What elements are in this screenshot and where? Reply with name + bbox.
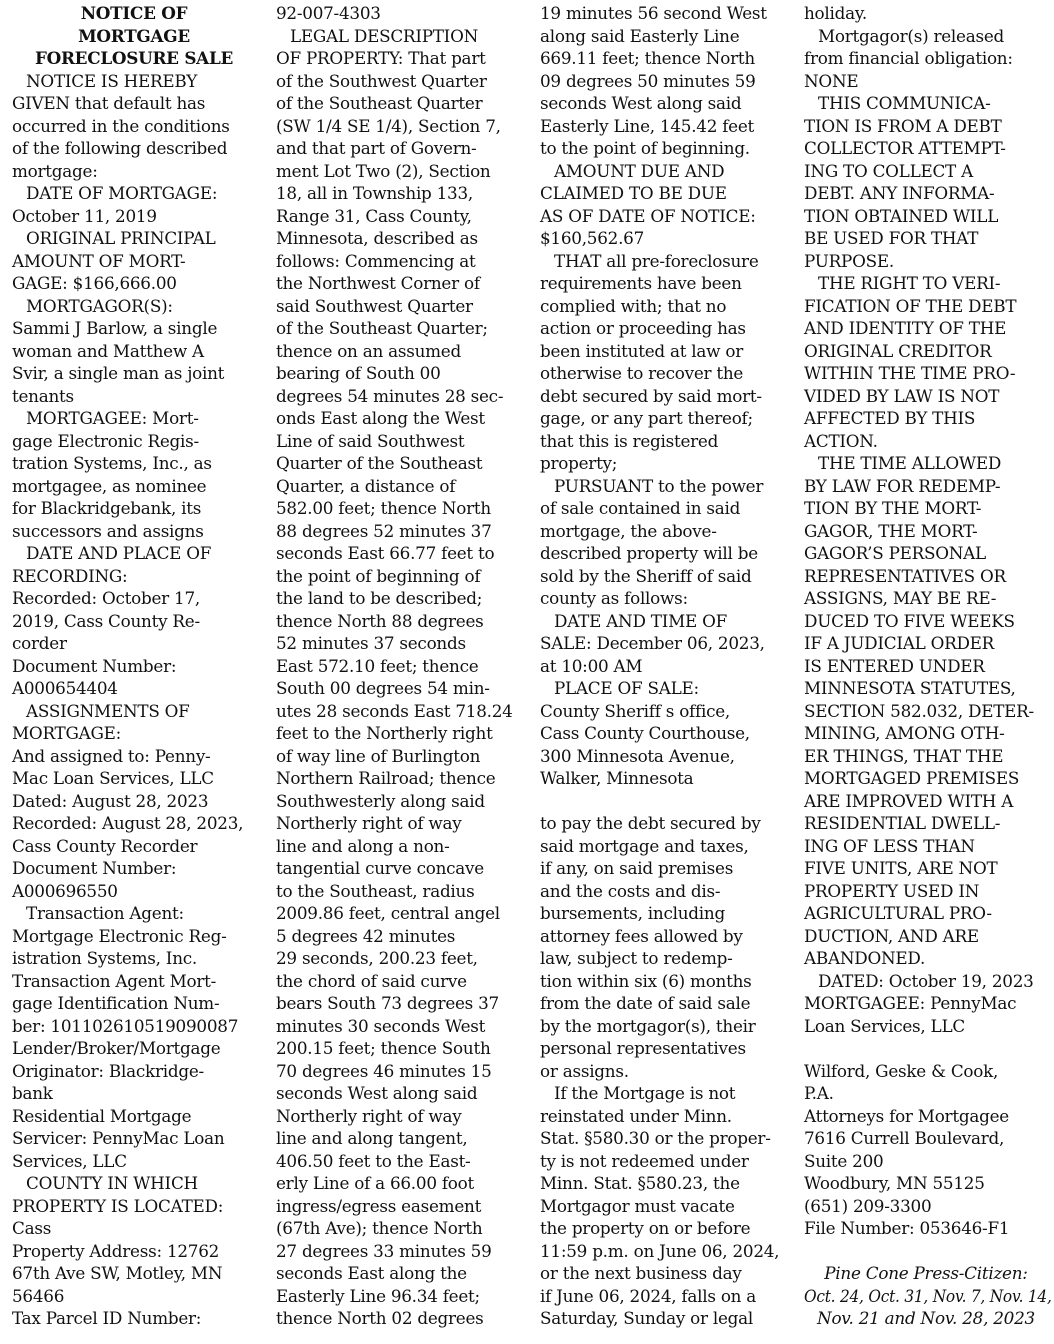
text-line: Range 31, Cass County, — [276, 205, 472, 226]
text-line: $160,562.67 — [540, 228, 645, 248]
text-line: Originator: Blackridge- — [12, 1060, 204, 1081]
text-line: Suite 200 — [804, 1150, 884, 1171]
text-line: the Northwest Corner of — [276, 273, 480, 293]
text-line: GAGOR’S PERSONAL — [804, 543, 986, 563]
text-line: PLACE OF SALE: — [554, 678, 699, 698]
text-line: October 11, 2019 — [12, 205, 157, 226]
text-line: line and along a non- — [276, 835, 450, 856]
text-line: THIS COMMUNICA- — [818, 93, 991, 113]
text-line: along said Easterly Line — [540, 25, 740, 46]
text-line: Services, LLC — [12, 1150, 127, 1171]
text-line: South 00 degrees 54 min- — [276, 678, 490, 698]
text-line: said mortgage and taxes, — [540, 835, 749, 856]
text-line: Mortgagor must vacate — [540, 1195, 735, 1216]
text-line: THE RIGHT TO VERI- — [818, 273, 1001, 293]
text-line: thence North 88 degrees — [276, 610, 484, 631]
text-line: ER THINGS, THAT THE — [804, 745, 1004, 766]
text-line: sold by the Sheriff of said — [540, 565, 752, 586]
publication-line: Pine Cone Press-Citizen: — [824, 1263, 1028, 1283]
text-line: 7616 Currell Boulevard, — [804, 1128, 1005, 1148]
text-line: COLLECTOR ATTEMPT- — [804, 138, 1006, 158]
text-line: been instituted at law or — [540, 340, 743, 361]
text-line: AS OF DATE OF NOTICE: — [540, 205, 756, 226]
text-line: COUNTY IN WHICH — [26, 1173, 198, 1193]
text-line: Property Address: 12762 — [12, 1240, 220, 1261]
text-line: 88 degrees 52 minutes 37 — [276, 520, 492, 541]
text-line: Northern Railroad; thence — [276, 768, 496, 788]
text-line: minutes 30 seconds West — [276, 1015, 486, 1036]
text-line: Northerly right of way — [276, 1105, 462, 1126]
text-line: Quarter, a distance of — [276, 475, 456, 496]
text-line: File Number: 053646-F1 — [804, 1218, 1010, 1238]
text-line: degrees 54 minutes 28 sec- — [276, 385, 504, 406]
text-line: personal representatives — [540, 1038, 746, 1058]
text-line: Minnesota, described as — [276, 228, 478, 248]
text-line: 92-007-4303 — [276, 3, 381, 23]
text-line: A000696550 — [12, 880, 118, 901]
text-line: VIDED BY LAW IS NOT — [804, 385, 1000, 406]
text-line: Transaction Agent: — [26, 903, 184, 923]
column-1 — [12, 2, 256, 1330]
text-line: 200.15 feet; thence South — [276, 1038, 491, 1058]
text-line: BY LAW FOR REDEMP- — [804, 475, 1001, 496]
text-line: described property will be — [540, 543, 758, 563]
text-line: (67th Ave); thence North — [276, 1218, 483, 1238]
text-line: TION BY THE MORT- — [804, 498, 982, 518]
text-line: Recorded: October 17, — [12, 588, 200, 608]
text-line: tangential curve concave — [276, 858, 484, 878]
text-line: Northerly right of way — [276, 813, 462, 833]
text-line: BE USED FOR THAT — [804, 228, 979, 248]
text-line: Minn. Stat. §580.23, the — [540, 1173, 740, 1193]
text-line: MORTGAGEE: PennyMac — [804, 993, 1017, 1013]
text-line: bursements, including — [540, 903, 725, 923]
text-line: seconds East 66.77 feet to — [276, 543, 495, 563]
text-line: line and along tangent, — [276, 1128, 468, 1148]
column-2 — [276, 2, 520, 1330]
text-line: Woodbury, MN 55125 — [804, 1173, 985, 1193]
text-line: Easterly Line, 145.42 feet — [540, 115, 755, 136]
text-line: Cass — [12, 1218, 52, 1238]
text-line: tion within six (6) months — [540, 970, 752, 991]
text-line: TION IS FROM A DEBT — [804, 115, 1002, 136]
text-line: to the Southeast, radius — [276, 880, 475, 901]
text-line: holiday. — [804, 3, 867, 23]
text-line: Mortgage Electronic Reg- — [12, 925, 227, 946]
text-line: mortgagee, as nominee — [12, 475, 207, 496]
text-line: And assigned to: Penny- — [12, 745, 211, 766]
text-line: Saturday, Sunday or legal — [540, 1308, 754, 1328]
text-line: 300 Minnesota Avenue, — [540, 745, 735, 766]
text-line: Attorneys for Mortgagee — [804, 1105, 1009, 1126]
text-line: successors and assigns — [12, 520, 204, 541]
column-3 — [540, 2, 784, 1330]
text-line: 2009.86 feet, central angel — [276, 903, 500, 923]
text-line: seconds East along the — [276, 1263, 467, 1283]
text-line: ingress/egress easement — [276, 1195, 482, 1216]
text-line: DATE AND PLACE OF — [26, 543, 212, 563]
text-line: Sammi J Barlow, a single — [12, 318, 218, 338]
text-line: ty is not redeemed under — [540, 1150, 749, 1171]
text-line: RECORDING: — [12, 565, 128, 586]
text-line: 582.00 feet; thence North — [276, 498, 491, 518]
notice-heading-line: MORTGAGE — [78, 25, 190, 46]
text-line: Mac Loan Services, LLC — [12, 768, 214, 788]
text-line: Transaction Agent Mort- — [12, 970, 217, 991]
text-line: OF PROPERTY: That part — [276, 48, 486, 68]
text-line: Wilford, Geske & Cook, — [804, 1060, 999, 1081]
text-line: Quarter of the Southeast — [276, 453, 483, 473]
text-line: and the costs and dis- — [540, 880, 721, 901]
text-line: mortgage, the above- — [540, 520, 717, 541]
text-line: Document Number: — [12, 858, 177, 878]
text-line: the land to be described; — [276, 588, 483, 608]
text-line: DATE AND TIME OF — [554, 610, 728, 631]
text-line: ING OF LESS THAN — [804, 835, 975, 856]
text-line: 669.11 feet; thence North — [540, 48, 755, 68]
text-line: NOTICE IS HEREBY — [26, 70, 198, 91]
text-line: from the date of said sale — [540, 993, 751, 1013]
text-line: of sale contained in said — [540, 498, 741, 518]
text-line: MORTGAGEE: Mort- — [26, 408, 199, 428]
text-line: Walker, Minnesota — [540, 768, 694, 788]
text-line: DUCED TO FIVE WEEKS — [804, 610, 1015, 631]
text-line: AMOUNT OF MORT- — [12, 250, 186, 271]
text-line: SALE: December 06, 2023, — [540, 633, 765, 653]
text-line: AFFECTED BY THIS — [804, 408, 976, 428]
text-line: FIVE UNITS, ARE NOT — [804, 858, 998, 878]
text-line: 406.50 feet to the East- — [276, 1150, 471, 1171]
text-line: erly Line of a 66.00 foot — [276, 1173, 474, 1193]
text-line: ORIGINAL CREDITOR — [804, 340, 992, 361]
text-line: Svir, a single man as joint — [12, 363, 225, 383]
text-line: of the Southeast Quarter — [276, 93, 483, 113]
text-line: 09 degrees 50 minutes 59 — [540, 70, 756, 91]
text-line: or assigns. — [540, 1060, 629, 1081]
text-line: to pay the debt secured by — [540, 813, 761, 833]
text-line: Loan Services, LLC — [804, 1015, 965, 1036]
text-line: ACTION. — [804, 430, 878, 451]
text-line: 18, all in Township 133, — [276, 183, 473, 203]
text-line: bears South 73 degrees 37 — [276, 993, 499, 1013]
text-line: LEGAL DESCRIPTION — [290, 25, 479, 46]
text-line: utes 28 seconds East 718.24 — [276, 700, 513, 721]
text-line: IF A JUDICIAL ORDER — [804, 633, 995, 653]
publication-line: Oct. 24, Oct. 31, Nov. 7, Nov. 14, — [804, 1285, 1052, 1306]
text-line: If the Mortgage is not — [554, 1083, 736, 1103]
notice-heading-line: NOTICE OF — [80, 3, 188, 23]
text-line: Southwesterly along said — [276, 790, 485, 811]
text-line: if any, on said premises — [540, 858, 734, 878]
text-line: said Southwest Quarter — [276, 295, 473, 316]
text-line: if June 06, 2024, falls on a — [540, 1285, 757, 1306]
text-line: AMOUNT DUE AND — [554, 160, 725, 181]
text-line: AGRICULTURAL PRO- — [804, 903, 992, 923]
publication-line: Nov. 21 and Nov. 28, 2023 — [817, 1308, 1035, 1328]
text-line: law, subject to redemp- — [540, 948, 733, 968]
text-line: Line of said Southwest — [276, 430, 465, 451]
text-line: feet to the Northerly right — [276, 723, 493, 743]
text-line: tenants — [12, 385, 74, 406]
text-line: DATE OF MORTGAGE: — [26, 183, 218, 203]
text-line: action or proceeding has — [540, 318, 746, 338]
text-line: 11:59 p.m. on June 06, 2024, — [540, 1240, 780, 1261]
text-line: DATED: October 19, 2023 — [818, 970, 1034, 991]
text-line: IS ENTERED UNDER — [804, 655, 985, 676]
text-line: tration Systems, Inc., as — [12, 453, 212, 473]
blank-line — [804, 1240, 1048, 1263]
text-line: GAGOR, THE MORT- — [804, 520, 978, 541]
text-line: Residential Mortgage — [12, 1105, 192, 1126]
text-line: MORTGAGE: — [12, 723, 122, 743]
text-line: requirements have been — [540, 273, 742, 293]
text-line: NONE — [804, 70, 859, 91]
text-line: 19 minutes 56 second West — [540, 3, 767, 23]
text-line: and that part of Govern- — [276, 138, 477, 158]
text-line: from financial obligation: — [804, 48, 1013, 68]
text-line: the chord of said curve — [276, 970, 467, 991]
blank-line — [540, 790, 784, 813]
text-line: ber: 101102610519090087 — [12, 1015, 239, 1036]
text-line: MORTGAGED PREMISES — [804, 768, 1020, 788]
text-line: ORIGINAL PRINCIPAL — [26, 228, 216, 248]
text-line: 29 seconds, 200.23 feet, — [276, 948, 478, 968]
text-line: follows: Commencing at — [276, 250, 476, 271]
text-line: the point of beginning of — [276, 565, 481, 586]
text-line: Cass County Courthouse, — [540, 723, 750, 743]
text-line: mortgage: — [12, 160, 98, 181]
text-line: of the Southeast Quarter; — [276, 318, 488, 338]
text-line: REPRESENTATIVES OR — [804, 565, 1006, 586]
text-line: bearing of South 00 — [276, 363, 441, 383]
text-line: TION OBTAINED WILL — [804, 205, 999, 226]
text-line: ING TO COLLECT A — [804, 160, 973, 181]
text-line: complied with; that no — [540, 295, 727, 316]
text-line: Stat. §580.30 or the proper- — [540, 1128, 771, 1148]
text-line: ARE IMPROVED WITH A — [804, 790, 1014, 811]
text-line: onds East along the West — [276, 408, 485, 428]
text-line: PURPOSE. — [804, 250, 894, 271]
text-line: istration Systems, Inc. — [12, 948, 197, 968]
text-line: or the next business day — [540, 1263, 742, 1283]
text-line: gage Identification Num- — [12, 993, 220, 1013]
text-line: of the following described — [12, 138, 228, 158]
text-line: MORTGAGOR(S): — [26, 295, 173, 316]
text-line: seconds West along said — [276, 1083, 478, 1103]
text-line: Recorded: August 28, 2023, — [12, 813, 244, 833]
text-line: Easterly Line 96.34 feet; — [276, 1285, 480, 1306]
text-line: MINNESOTA STATUTES, — [804, 678, 1016, 698]
text-line: the property on or before — [540, 1218, 751, 1238]
text-line: FICATION OF THE DEBT — [804, 295, 1017, 316]
text-line: woman and Matthew A — [12, 340, 204, 361]
text-line: gage Electronic Regis- — [12, 430, 199, 451]
text-line: occurred in the conditions — [12, 115, 230, 136]
text-line: A000654404 — [12, 678, 118, 698]
text-line: gage, or any part thereof; — [540, 408, 753, 428]
text-line: Servicer: PennyMac Loan — [12, 1128, 225, 1148]
text-line: bank — [12, 1083, 53, 1103]
text-line: corder — [12, 633, 67, 653]
text-line: WITHIN THE TIME PRO- — [804, 363, 1016, 383]
text-line: ASSIGNS, MAY BE RE- — [804, 588, 997, 608]
text-line: (651) 209-3300 — [804, 1195, 932, 1216]
text-line: P.A. — [804, 1083, 834, 1103]
text-line: DEBT. ANY INFORMA- — [804, 183, 995, 203]
text-line: SECTION 582.032, DETER- — [804, 700, 1034, 721]
text-line: ASSIGNMENTS OF — [26, 700, 190, 721]
text-line: thence North 02 degrees — [276, 1308, 484, 1328]
notice-heading-line: FORECLOSURE SALE — [34, 48, 234, 68]
text-line: GIVEN that default has — [12, 93, 206, 113]
text-line: CLAIMED TO BE DUE — [540, 183, 727, 203]
text-line: 27 degrees 33 minutes 59 — [276, 1240, 492, 1261]
text-line: thence on an assumed — [276, 340, 461, 361]
text-line: Tax Parcel ID Number: — [12, 1308, 202, 1328]
text-line: to the point of beginning. — [540, 138, 750, 158]
text-line: that this is registered — [540, 430, 719, 451]
text-line: otherwise to recover the — [540, 363, 744, 383]
text-line: 2019, Cass County Re- — [12, 610, 200, 631]
text-line: PROPERTY USED IN — [804, 880, 980, 901]
text-line: County Sheriff s office, — [540, 700, 730, 721]
text-line: reinstated under Minn. — [540, 1105, 732, 1126]
text-line: (SW 1/4 SE 1/4), Section 7, — [276, 115, 501, 136]
column-4 — [804, 2, 1052, 1330]
text-line: ment Lot Two (2), Section — [276, 160, 491, 181]
blank-line — [804, 1037, 1048, 1060]
text-line: of the Southwest Quarter — [276, 70, 487, 91]
text-line: 52 minutes 37 seconds — [276, 633, 466, 653]
text-line: 5 degrees 42 minutes — [276, 925, 456, 946]
text-line: debt secured by said mort- — [540, 385, 762, 406]
text-line: property; — [540, 453, 618, 473]
text-line: attorney fees allowed by — [540, 925, 743, 946]
text-line: Cass County Recorder — [12, 835, 198, 856]
text-line: for Blackridgebank, its — [12, 498, 202, 518]
text-line: DUCTION, AND ARE — [804, 925, 979, 946]
text-line: GAGE: $166,666.00 — [12, 273, 177, 293]
text-line: 70 degrees 46 minutes 15 — [276, 1060, 492, 1081]
text-line: MINING, AMONG OTH- — [804, 723, 1005, 743]
text-line: Lender/Broker/Mortgage — [12, 1038, 221, 1058]
text-line: 56466 — [12, 1285, 65, 1306]
text-line: THAT all pre-foreclosure — [554, 250, 759, 271]
text-line: AND IDENTITY OF THE — [804, 318, 1007, 338]
text-line: Document Number: — [12, 655, 177, 676]
text-line: by the mortgagor(s), their — [540, 1015, 756, 1036]
text-line: Dated: August 28, 2023 — [12, 790, 209, 811]
text-line: county as follows: — [540, 588, 688, 608]
text-line: 67th Ave SW, Motley, MN — [12, 1263, 223, 1283]
text-line: Mortgagor(s) released — [818, 25, 1004, 46]
text-line: THE TIME ALLOWED — [818, 453, 1002, 473]
text-line: PURSUANT to the power — [554, 475, 764, 496]
text-line: ABANDONED. — [804, 948, 926, 968]
text-line: RESIDENTIAL DWELL- — [804, 813, 1001, 833]
text-line: East 572.10 feet; thence — [276, 655, 479, 676]
text-line: at 10:00 AM — [540, 655, 643, 676]
text-line: seconds West along said — [540, 93, 742, 113]
text-line: of way line of Burlington — [276, 745, 481, 766]
text-line: PROPERTY IS LOCATED: — [12, 1195, 224, 1216]
